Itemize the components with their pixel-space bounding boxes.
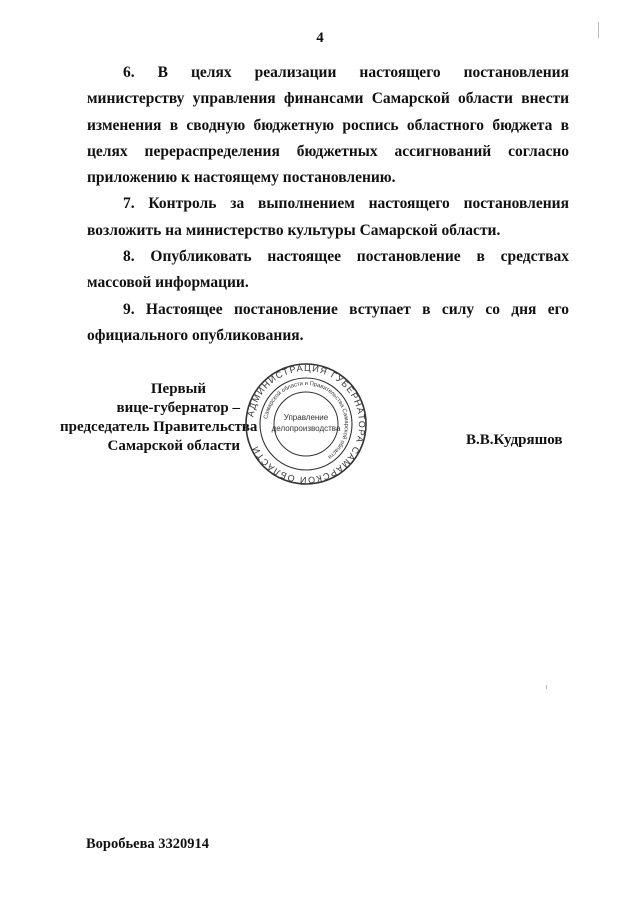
executor-contact: Воробьева 3320914 xyxy=(86,836,210,852)
paragraph-9: 9. Настоящее постановление вступает в силу со дня его официального опубликования. xyxy=(87,300,569,344)
page-number: 4 xyxy=(316,30,324,46)
paragraph-7: 7. Контроль за выполнением настоящего постановления возложить на министерство культуры Самарской области. xyxy=(87,195,569,239)
seal-inner-text: Самарской области и Правительства Самарской области xyxy=(263,380,350,460)
signatory-title-line: председатель Правительства xyxy=(60,419,258,435)
scan-artifact xyxy=(546,685,547,689)
signatory-title-line: вице-губернатор – xyxy=(116,400,240,416)
signatory-title xyxy=(60,380,258,456)
seal-center-line: делопроизводства xyxy=(271,424,341,433)
signatory-title-line: Первый xyxy=(150,381,206,397)
document-body xyxy=(87,60,569,349)
signatory-title-line: Самарской области xyxy=(107,438,240,454)
seal-center-line: Управление xyxy=(283,413,329,422)
paragraph-6: 6. В целях реализации настоящего постановления министерству управления финансами Самарской области внести изменения в сводную бюджетную роспись областного бюджета в целях перераспределения бюджетных ассигнований согласно приложению к настоящему постановлению. xyxy=(87,64,569,187)
paragraph-8: 8. Опубликовать настоящее постановление в средствах массовой информации. xyxy=(87,248,569,292)
official-seal xyxy=(244,362,368,486)
signatory-name: В.В.Кудряшов xyxy=(466,432,563,448)
seal-outer-text: АДМИНИСТРАЦИЯ ГУБЕРНАТОРА САМАРСКОЙ ОБЛАСТИ xyxy=(245,362,368,486)
scan-artifact xyxy=(598,22,599,38)
